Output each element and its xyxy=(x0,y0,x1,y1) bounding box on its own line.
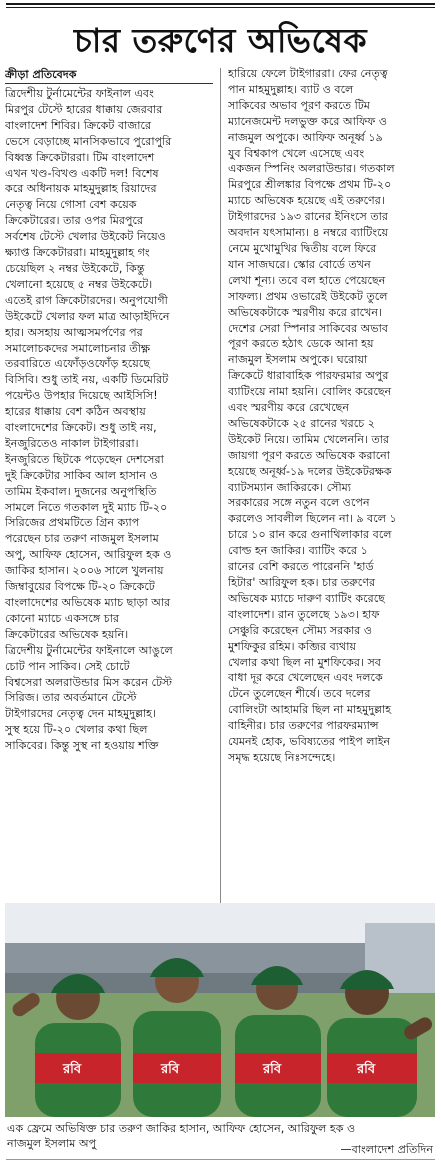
text-line: বাহিনীর। চার তরুণের পারফরম্যান্স xyxy=(228,719,379,733)
text-line: নেমে মুখোমুখির দ্বিতীয় বলে ফিরে xyxy=(228,241,377,255)
text-line: টেনে তুলেছেন শীর্ষে। তবে দলের xyxy=(228,687,371,701)
text-line: চারে ১০ রান করে গুনাথিলাকার বলে xyxy=(228,528,392,542)
text-line: নেতৃত্ব নিয়ে গোসা বেশ কয়েক xyxy=(5,198,137,212)
caption-line: নাজমুল ইসলাম অপু xyxy=(7,1137,97,1150)
text-line: বিসিবি। শুধু তাই নয়, একটি ডিমেরিট xyxy=(5,373,169,387)
text-line: যুব বিশ্বকাপ খেলে এসেছে এবং xyxy=(228,146,365,160)
text-line: করলেও সাবলীল ছিলেন না। ৯ বলে ১ xyxy=(228,512,397,526)
text-line: জাকির হাসান। ২০০৬ সালে খুলনায় xyxy=(5,564,164,578)
text-line: এতেই রাগ ক্রিকেটারদের। অনুপযোগী xyxy=(5,293,168,307)
text-line: টাইগারদের ১৯৩ রানের ইনিংসে তার xyxy=(228,210,388,224)
text-line: অভিষেক ম্যাচে দারুণ ব্যাটিং করেছে xyxy=(228,591,385,605)
text-line: বিধ্বস্ত ক্রিকেটাররা। টিম বাংলাদেশ xyxy=(5,150,155,164)
column-divider xyxy=(220,68,221,943)
text-line: ক্রিকেটারের। তার ওপর মিরপুরে xyxy=(5,214,144,228)
text-line: এখন খণ্ড-বিখণ্ড একটি দল! বিশেষ xyxy=(5,166,159,180)
text-line: সমৃদ্ধ হয়েছে নিঃসন্দেহে। xyxy=(228,750,336,764)
byline: ক্রীড়া প্রতিবেদক xyxy=(5,66,213,84)
text-line: সেঞ্চুরি করেছেন সৌম্য সরকার ও xyxy=(228,623,373,637)
caption-line: এক ফ্রেমে অভিষিক্ত চার তরুণ জাকির হাসান, আফিফ হোসেন, আরিফুল হক ও xyxy=(7,1122,356,1135)
text-line: অবদান যৎসামান্য। ৪ নম্বরে ব্যাটিংয়ে xyxy=(228,226,389,240)
bottom-rule xyxy=(6,1159,435,1160)
text-line: তরবারিতে এফোঁড়ওফোঁড় হয়েছে xyxy=(5,357,150,371)
text-line: সুস্থ হয়ে টি-২০ খেলার কথা ছিল xyxy=(5,723,148,737)
text-line: অভিষেকটাকে ২৫ রানের খরচে ২ xyxy=(228,416,375,430)
text-line: ভেসে বেড়াচ্ছে মানসিকভাবে পুরোপুরি xyxy=(5,134,172,148)
photo-credit: —বাংলাদেশ প্রতিদিন xyxy=(340,1143,433,1156)
text-line: চেয়েছিল ২ নম্বর উইকেটে, কিন্তু xyxy=(5,261,145,275)
text-line: যান সাজঘরে। স্কোর বোর্ডে তখন xyxy=(228,257,371,271)
headline: চার তরুণের অভিষেক xyxy=(73,21,368,60)
text-line: পয়েন্টও উপহার দিয়েছে আইসিসি! xyxy=(5,389,158,403)
text-line: ম্যাচে অভিষেক হয়েছে এই তরুণের। xyxy=(228,194,385,208)
text-line: ইনজুরিতে ছিটকে পড়েছেন দেশসেরা xyxy=(5,452,164,466)
text-line: হার। অসহায় আত্মসমর্পণের পর xyxy=(5,325,143,339)
jersey-text-3: রবি xyxy=(263,1062,282,1077)
top-rule-thin xyxy=(6,7,435,8)
text-line: দুই ক্রিকেটার সাকিব আল হাসান ও xyxy=(5,468,158,482)
text-line: অভিষেকটাকে স্মরণীয় করে রাখেন। xyxy=(228,305,382,319)
text-line: বোলিংটা আহামরি ছিল না মাহমুদুল্লাহ xyxy=(228,703,392,717)
text-line: নাজমুল অপুকে। আফিফ অনূর্ধ্ব ১৯ xyxy=(228,130,383,144)
text-line: সরকারের সঙ্গে নতুন বলে ওপেন xyxy=(228,496,370,510)
text-line: জায়গা পূরণ করতে অভিষেক করানো xyxy=(228,448,391,462)
text-line: হারের ধাক্কায় বেশ কঠিন অবস্থায় xyxy=(5,405,146,419)
text-line: ক্রিকেটে ধারাবাহিক পারফরমার অপুর xyxy=(228,369,389,383)
text-line: সমালোচকদের সমালোচনার তীক্ষ্ণ xyxy=(5,341,151,355)
jersey-text-2: রবি xyxy=(161,1062,180,1077)
text-line: উইকেটে খেলার ফল মাত্র আড়াইদিনে xyxy=(5,309,170,323)
text-line: নাজমুল ইসলাম অপুকে। ঘরোয়া xyxy=(228,353,368,367)
text-line: সিরিজ। তার অবর্তমানে টেস্টে xyxy=(5,691,137,705)
right-column xyxy=(228,66,436,766)
text-line: ব্যাটসম্যান জাকিরকে। সৌম্য xyxy=(228,480,351,494)
text-line: খেলানো হয়েছে ৫ নম্বর উইকেটে। xyxy=(5,277,153,291)
left-column xyxy=(5,66,213,754)
text-line: পূরণ করতে হঠাৎ ডেকে আনা হয় xyxy=(228,337,374,351)
text-line: তামিম ইকবাল। দুজনের অনুপস্থিতি xyxy=(5,484,157,498)
article-body xyxy=(5,66,436,946)
text-line: বোল্ড হন জাকির। ব্যাটিং করে ১ xyxy=(228,544,368,558)
text-line: ক্ষ্যাপ্ত ক্রিকেটাররা। মাহমুদুল্লাহ গং xyxy=(5,246,150,260)
text-line: উইকেট নিয়ে। তামিম খেলেননি। তার xyxy=(228,432,390,446)
jersey-text-4: রবি xyxy=(357,1062,376,1077)
text-line: হয়েছে অনূর্ধ্ব-১৯ দলের উইকেটরক্ষক xyxy=(228,464,392,478)
text-line: মিরপুর টেস্টে হারের ধাক্কায় জেরবার xyxy=(5,102,163,116)
text-line: চোট পান সাকিব। সেই চোটে xyxy=(5,659,130,673)
text-line: ত্রিদেশীয় টুর্নামেন্টের ফাইনাল এবং xyxy=(5,87,154,100)
text-line: সিরিজের প্রথমটিতে গ্রিন ক্যাপ xyxy=(5,516,140,530)
text-line: পরেছেন চার তরুণ নাজমুল ইসলাম xyxy=(5,532,159,546)
text-line: মুশফিকুর রহিম। কব্জির ব্যথায় xyxy=(228,639,356,653)
text-line: পান মাহমুদুল্লাহ। ব্যাট ও বলে xyxy=(228,82,354,96)
text-line: সর্বশেষ টেস্টে খেলার উইকেট নিয়েও xyxy=(5,230,166,244)
text-line: হিটার' আরিফুল হক। চার তরুণের xyxy=(228,576,376,589)
text-line: দেশের সেরা স্পিনার সাকিবের অভাব xyxy=(228,321,389,335)
text-line: বাংলাদেশের ক্রিকেট। শুধু তাই নয়, xyxy=(5,421,157,435)
text-line: ক্রিকেটারের অভিষেক হয়নি। xyxy=(5,627,129,641)
text-line: ম্যানেজমেন্ট দলভুক্ত করে আফিফ ও xyxy=(228,114,388,128)
text-line: খেলার কথা ছিল না মুশফিকের। সব xyxy=(228,655,381,669)
top-rule xyxy=(6,3,435,5)
text-line: বাধা দূর করে খেলেছেন এবং দলকে xyxy=(228,671,383,685)
text-line: ত্রিদেশীয় টুর্নামেন্টের ফাইনালে আঙুলে xyxy=(5,643,173,657)
text-line: সাকিবের অভাব পূরণ করতে টিম xyxy=(228,98,370,112)
text-line: সাফল্য। প্রথম ওভারেই উইকেট তুলে xyxy=(228,289,388,303)
text-line: সাকিবের। কিন্তু সুস্থ না হওয়ায় শক্তি xyxy=(5,739,159,753)
right-column-text xyxy=(228,66,436,766)
text-line: অপু, আফিফ হোসেন, আরিফুল হক ও xyxy=(5,548,172,562)
text-line: কোনো ম্যাচে একসঙ্গে চার xyxy=(5,611,120,625)
jersey-text-1: রবি xyxy=(63,1062,82,1077)
text-line: জিম্বাবুয়ের বিপক্ষে টি-২০ ক্রিকেটে xyxy=(5,580,155,594)
text-line: এবং স্মরণীয় করে রেখেছেন xyxy=(228,401,350,415)
text-line: বাংলাদেশ। রান তুলেছে ১৯৩। হাফ xyxy=(228,607,380,621)
text-line: বিশ্বসেরা অলরাউন্ডার মিস করেন টেস্ট xyxy=(5,675,173,689)
text-line: লেখা শূন্য। তবে বল হাতে পেয়েছেন xyxy=(228,273,386,287)
text-line: ইনজুরিতেও নাকাল টাইগাররা। xyxy=(5,436,139,450)
text-line: একজন স্পিনিং অলরাউন্ডার। গতকাল xyxy=(228,162,395,176)
text-line: করে অধিনায়ক মাহমুদুল্লাহ রিয়াদের xyxy=(5,182,157,196)
text-line: বাংলাদেশের অভিষেক ম্যাচ ছাড়া আর xyxy=(5,596,171,609)
text-line: হারিয়ে ফেলে টাইগাররা। ফের নেতৃত্ব xyxy=(228,67,388,80)
photo-illustration xyxy=(5,903,435,1117)
text-line: রানের বেশি করতে পারেননি 'হার্ড xyxy=(228,560,374,574)
text-line: মিরপুরে শ্রীলঙ্কার বিপক্ষে প্রথম টি-২০ xyxy=(228,178,392,192)
text-line: বাংলাদেশ শিবির। ক্রিকেট বাজারে xyxy=(5,118,152,132)
text-line: টাইগারদের নেতৃত্ব দেন মাহমুদুল্লাহ। xyxy=(5,707,156,721)
left-column-text xyxy=(5,86,213,754)
text-line: ব্যাটিংয়ে নামা হয়নি। বোলিং করেছেন xyxy=(228,385,392,399)
text-line: সামলে নিতে গতকাল দুই ম্যাচ টি-২০ xyxy=(5,500,168,514)
text-line: যেমনই হোক, ভবিষ্যতের পাইপ লাইন xyxy=(228,735,391,749)
team-photo xyxy=(5,903,435,1117)
